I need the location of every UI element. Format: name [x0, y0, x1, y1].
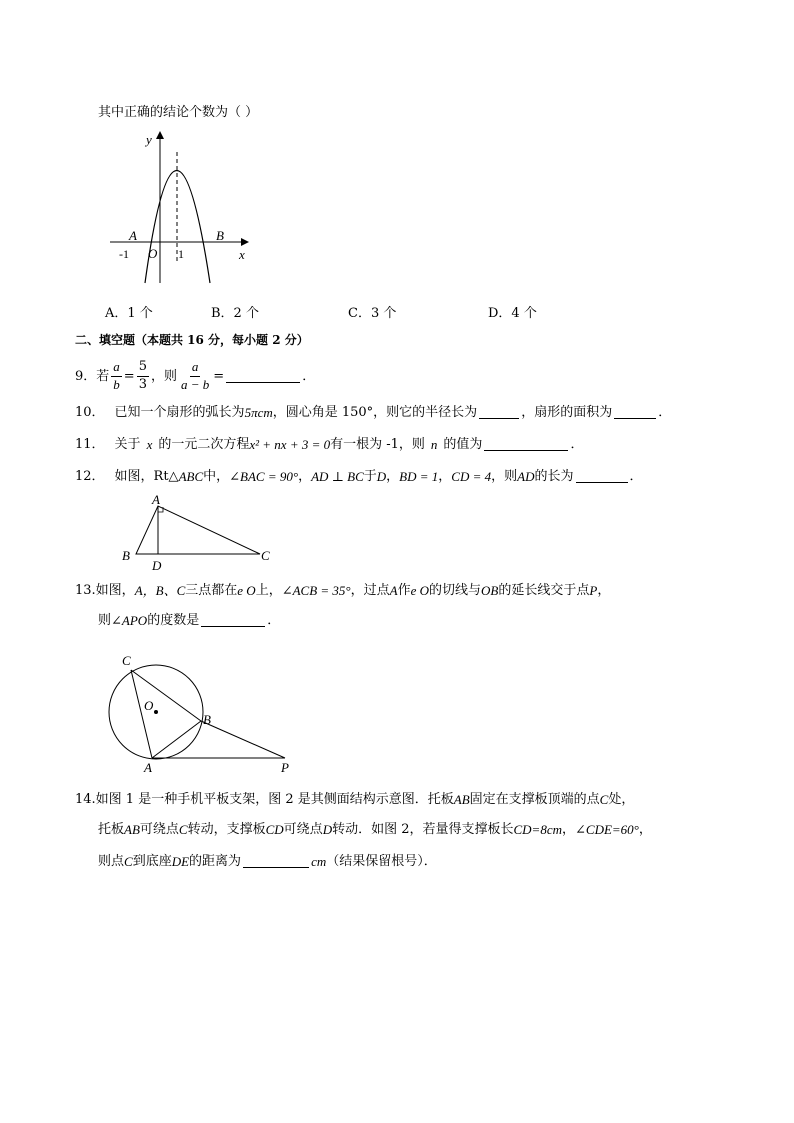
question-10: 10． 已知一个扇形的弧长为 5πcm ，圆心角是 150°，则它的半径长为 ，扇形的面积为 ． — [75, 405, 672, 420]
label-x: x — [239, 247, 245, 262]
question-12: 12． 如图，Rt△ ABC 中， ∠BAC = 90° ， AD ⊥ BC 于 D ， BD = 1 ， CD = 4 ，则 AD 的长为 ． — [75, 469, 643, 484]
label-O: O — [148, 246, 158, 261]
label-y: y — [146, 132, 152, 147]
q11-answer-blank[interactable] — [484, 438, 568, 451]
fig13-label-A: A — [144, 760, 152, 775]
fig13-label-P: P — [281, 760, 289, 775]
question-13-line-1: 13.如图， A，B、C 三点都在 e O 上， ∠ACB = 35° ，过点 A 作 e O 的切线与 OB 的延长线交于点 P ， — [75, 583, 611, 598]
triangle-abc — [136, 506, 260, 554]
q9-fraction-a-over-a-minus-b: $\frac{a}{a - b}$ — [181, 359, 210, 392]
fig12-label-D: D — [152, 558, 162, 573]
q9-number: 9 — [75, 368, 84, 384]
question-9: 9 ．若 $\frac{a}{b}$ = $\frac{5}{3}$ ，则 $\frac{a}{a - b}$ = ． — [75, 359, 316, 392]
question-13-line-2: 则 ∠APO 的度数是 ． — [98, 613, 281, 628]
fig13-label-B: B — [203, 712, 211, 727]
q9-fraction-5-over-3: $\frac{5}{3}$ — [138, 359, 147, 392]
q12-answer-blank[interactable] — [576, 470, 628, 483]
fig13-label-O: O — [144, 698, 154, 713]
center-point-o — [154, 710, 158, 714]
q9-pre: ．若 — [83, 368, 110, 384]
q12-triangle-figure — [115, 492, 285, 574]
section-2-title: 二、填空题（本题共 16 分，每小题 2 分） — [75, 333, 309, 347]
q8-option-b[interactable]: B．2 个 — [211, 306, 259, 321]
fig12-label-C: C — [261, 548, 270, 563]
fig12-label-A: A — [152, 492, 160, 507]
fig12-label-B: B — [122, 548, 130, 563]
q13-circle-figure — [100, 648, 300, 776]
q8-stem: 其中正确的结论个数为（ ） — [98, 105, 259, 120]
q8-option-c[interactable]: C．3 个 — [348, 306, 397, 321]
q9-answer-blank[interactable] — [226, 370, 300, 383]
q14-answer-blank[interactable] — [243, 855, 309, 868]
fig13-label-C: C — [122, 653, 131, 668]
q8-option-d[interactable]: D．4 个 — [488, 306, 537, 321]
question-14-line-3: 则点 C 到底座 DE 的距离为 cm （结果保留根号）． — [98, 854, 437, 869]
label-B: B — [216, 228, 224, 243]
question-14-line-2: 托板 AB 可绕点 C 转动，支撑板 CD 可绕点 D 转动．如图 2，若量得支撑板长 CD=8cm ， ∠CDE=60° ， — [98, 822, 652, 837]
q10-radius-blank[interactable] — [479, 406, 519, 419]
question-11: 11． 关于 x 的一元二次方程 x² + nx + 3 = 0 有一根为 -1，则 n 的值为 ． — [75, 437, 584, 452]
label-neg1: -1 — [119, 247, 129, 261]
q8-option-a[interactable]: A．1 个 — [105, 306, 153, 321]
question-14-line-1: 14.如图 1 是一种手机平板支架，图 2 是其侧面结构示意图．托板 AB 固定在支撑板顶端的点 C 处， — [75, 792, 635, 807]
label-A: A — [129, 228, 137, 243]
label-1: 1 — [178, 247, 184, 261]
q13-answer-blank[interactable] — [201, 614, 265, 627]
segment-bp — [201, 721, 285, 758]
q8-parabola-graph — [100, 128, 260, 288]
q9-fraction-a-over-b: $\frac{a}{b}$ — [113, 359, 120, 392]
q10-area-blank[interactable] — [614, 406, 656, 419]
